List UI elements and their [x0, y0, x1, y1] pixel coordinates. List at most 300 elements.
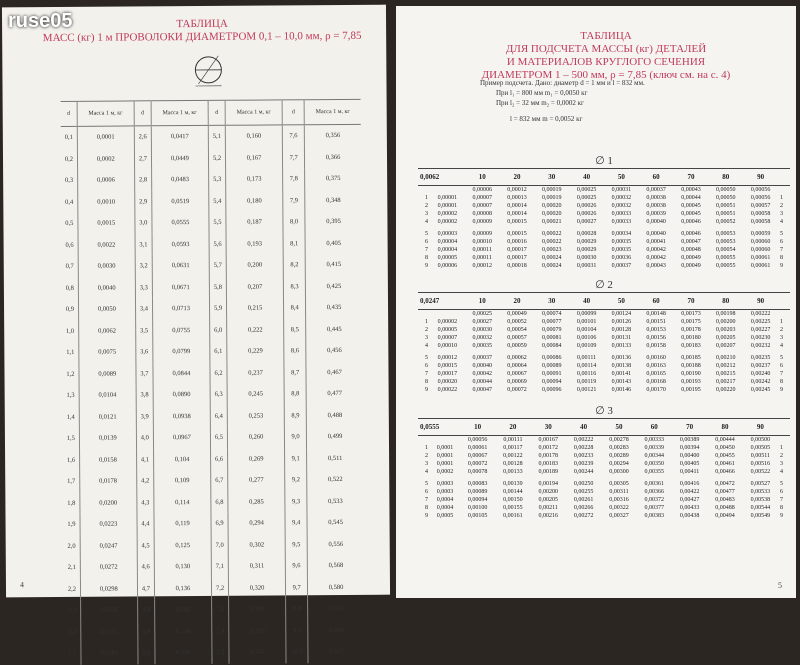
mass-cell: 0,00494: [707, 512, 742, 520]
diameter-cell: 0,6: [62, 234, 78, 256]
mass-cell: 0,00122: [495, 452, 530, 460]
mass-cell: 0,00058: [743, 218, 778, 226]
mass-cell: 0,0200: [80, 492, 137, 514]
diameter-cell: 1,0: [62, 320, 78, 342]
row-number: 3: [418, 210, 430, 218]
table-row: [418, 202, 790, 210]
diameter-symbol: ∅ 2: [418, 278, 790, 292]
diameter-cell: 5,3: [209, 169, 226, 191]
mass-cell: 0,338: [229, 620, 286, 642]
mass-cell: 0,415: [305, 254, 362, 276]
mass-cell: 0,00058: [743, 210, 778, 218]
mass-cell: 0,245: [227, 383, 284, 405]
mass-cell: 0,00020: [534, 210, 569, 218]
mass-cell: 0,00049: [500, 310, 535, 319]
mass-cell: 0,356: [304, 124, 361, 146]
length-col-header: 80: [708, 169, 743, 186]
diameter-cell: 5,5: [209, 212, 226, 234]
row-number-right: 1: [778, 194, 790, 202]
row-number: 1: [418, 318, 430, 326]
mass-cell: 0,00018: [500, 262, 535, 270]
mass-cell: 0,148: [155, 620, 212, 642]
mass-cell: 0,00026: [569, 202, 604, 210]
table-row: [64, 598, 364, 622]
mass-cell: 0,0062: [78, 320, 135, 342]
mass-cell: 0,00012: [465, 262, 500, 270]
length-col-header: 60: [637, 419, 672, 436]
mass-cell: 0,00114: [569, 362, 604, 370]
mass-cell: 0,00054: [500, 326, 535, 334]
mass-cell: 0,00032: [604, 194, 639, 202]
diameter-cell: 7,1: [211, 556, 228, 578]
mass-cell: 0,00039: [639, 210, 674, 218]
diameter-cell: 1,2: [62, 363, 78, 385]
mass-cell: 0,00261: [566, 496, 601, 504]
mass-cell: 0,00450: [707, 444, 742, 452]
mass-cell: 0,0006: [77, 169, 134, 191]
mass-cell: 0,285: [228, 491, 285, 513]
mass-cell: 0,00094: [534, 378, 569, 386]
mass-cell: 0,00361: [637, 480, 672, 488]
example-line: l = 832 мм m = 0,0052 кг: [480, 114, 645, 124]
row-number-right: 1: [778, 444, 790, 452]
mass-cell: 0,00168: [639, 378, 674, 386]
diameter-cell: 8,8: [284, 383, 306, 405]
diameter-cell: 6,4: [210, 405, 227, 427]
mass-cell: 0,00040: [639, 230, 674, 238]
diameter-cell: 3,0: [135, 212, 152, 234]
mass-cell: 0,00198: [708, 310, 743, 319]
mass-cell: 0,445: [306, 318, 363, 340]
mass-cell: 0,0003: [430, 488, 460, 496]
mass-cell: 0,0178: [79, 470, 136, 492]
mass-cell: 0,0001: [430, 460, 460, 468]
mass-cell: 0,00037: [639, 186, 674, 195]
diameter-cell: 8,5: [284, 319, 306, 341]
mass-cell: 0,173: [226, 168, 283, 190]
mass-cell: 0,00527: [743, 480, 778, 488]
mass-cell: 0,0040: [78, 277, 135, 299]
table-row: [418, 386, 790, 394]
diameter-cell: 5,1: [208, 125, 225, 147]
mass-cell: 0,0010: [78, 191, 135, 213]
mass-cell: 0,00128: [604, 326, 639, 334]
diameter-cell: 0,9: [62, 299, 78, 321]
mass-cell: 0,00461: [707, 460, 742, 468]
mass-cell: 0,00188: [674, 362, 709, 370]
mass-cell: 0,125: [154, 534, 211, 556]
diameter-cell: 3,7: [136, 363, 153, 385]
mass-cell: 0,00037: [604, 262, 639, 270]
length-col-header: 30: [534, 169, 569, 186]
mass-cell: 0,00031: [604, 186, 639, 195]
diameter-cell: 6,0: [210, 319, 227, 341]
table-row: [63, 426, 363, 450]
mass-cell: 0,00230: [743, 334, 778, 342]
diameter-cell: 8,2: [283, 254, 305, 276]
mass-cell: 0,00333: [637, 436, 672, 445]
mass-cell: 0,00074: [534, 310, 569, 319]
mass-cell: 0,00163: [639, 362, 674, 370]
mass-cell: 0,00059: [500, 342, 535, 350]
mass-cell: 0,00081: [534, 334, 569, 342]
table-row: [63, 490, 363, 514]
diameter-cell: 2,1: [64, 557, 80, 579]
mass-lookup-table: [418, 168, 790, 270]
diameter-cell: 4,5: [137, 535, 154, 557]
mass-cell: 0,0247: [80, 535, 137, 557]
mass-cell: 0,00289: [601, 452, 636, 460]
mass-cell: 0,0355: [81, 621, 138, 643]
mass-cell: 0,00003: [430, 230, 465, 238]
mass-cell: 0,260: [227, 426, 284, 448]
mass-cell: 0,00242: [743, 378, 778, 386]
diameter-cell: 3,3: [135, 277, 152, 299]
mass-cell: 0,00050: [708, 186, 743, 195]
mass-cell: 0,375: [305, 168, 362, 190]
right-page: [396, 6, 796, 598]
table-row: [418, 238, 790, 246]
diameter-cell: 7,4: [212, 620, 229, 642]
diameter-cell: 9,4: [285, 512, 307, 534]
calculation-example: [480, 78, 645, 124]
diameter-cell: 4,9: [138, 621, 155, 643]
row-number-right: 6: [778, 362, 790, 370]
mass-cell: 0,00006: [430, 262, 465, 270]
table-row: [63, 404, 363, 428]
row-number-right: 4: [778, 468, 790, 476]
diameter-cell: 10,0: [286, 641, 308, 663]
right-title-line4: ДИАМЕТРОМ 1 – 500 мм, ρ = 7,85 (ключ см. на с. 4): [426, 69, 786, 82]
table-row: [418, 512, 790, 520]
mass-cell: 0,0555: [152, 212, 209, 234]
length-col-header: 40: [569, 169, 604, 186]
col-header-diameter: d: [208, 100, 225, 125]
mass-cell: 0,311: [228, 555, 285, 577]
mass-cell: 0,00278: [601, 436, 636, 445]
mass-cell: 0,00030: [569, 254, 604, 262]
mass-cell: 0,00143: [604, 378, 639, 386]
diameter-cell: 0,2: [61, 148, 77, 170]
row-number-right: 5: [778, 480, 790, 488]
mass-cell: 0,00216: [531, 512, 566, 520]
mass-cell: 0,00030: [465, 326, 500, 334]
mass-cell: 0,00472: [707, 480, 742, 488]
table-row: [64, 576, 364, 600]
length-col-header: 30: [534, 293, 569, 310]
mass-cell: 0,00372: [637, 496, 672, 504]
diameter-cell: 7,0: [211, 534, 228, 556]
left-page: [2, 5, 390, 598]
diameter-cell: 0,4: [61, 191, 77, 213]
mass-cell: 0,00237: [743, 362, 778, 370]
diameter-cell: 3,4: [135, 298, 152, 320]
mass-cell: 0,00222: [743, 310, 778, 319]
length-col-header: 60: [639, 293, 674, 310]
diameter-cell: 2,5: [64, 643, 80, 665]
table-row: [418, 334, 790, 342]
mass-cell: 0,488: [306, 404, 363, 426]
mass-cell: 0,237: [227, 362, 284, 384]
mass-cell: 0,00078: [460, 468, 495, 476]
mass-cell: 0,00061: [743, 254, 778, 262]
diameter-cell: 5,2: [208, 147, 225, 169]
diameter-cell: 0,5: [61, 213, 77, 235]
mass-cell: 0,320: [228, 577, 285, 599]
row-number-right: 7: [778, 370, 790, 378]
mass-cell: 0,00178: [531, 452, 566, 460]
mass-cell: 0,229: [227, 340, 284, 362]
mass-cell: 0,00025: [569, 186, 604, 195]
example-line: При l₂ = 32 мм m₂ = 0,0002 кг: [480, 98, 645, 108]
mass-cell: 0,00155: [495, 504, 530, 512]
mass-cell: 0,00160: [639, 354, 674, 362]
table-row: [418, 362, 790, 370]
mass-cell: 0,00483: [707, 496, 742, 504]
mass-cell: 0,00035: [465, 342, 500, 350]
table-row: [418, 230, 790, 238]
length-col-header: 80: [708, 293, 743, 310]
mass-cell: 0,215: [227, 297, 284, 319]
mass-cell: 0,00015: [500, 218, 535, 226]
mass-cell: 0,00038: [639, 202, 674, 210]
diameter-cell: 4,7: [137, 578, 154, 600]
mass-cell: 0,00138: [604, 362, 639, 370]
mass-cell: 0,00124: [604, 310, 639, 319]
mass-cell: 0,00064: [500, 362, 535, 370]
left-title-line1: ТАБЛИЦА: [42, 17, 362, 32]
mass-cell: 0,00079: [534, 326, 569, 334]
mass-cell: 0,00027: [465, 318, 500, 326]
mass-cell: 0,00158: [639, 342, 674, 350]
mass-cell: 0,119: [154, 513, 211, 535]
table-row: [418, 194, 790, 202]
mass-cell: 0,00022: [430, 386, 465, 394]
mass-cell: 0,167: [225, 147, 282, 169]
mass-cell: 0,187: [226, 211, 283, 233]
table-row: [62, 254, 362, 278]
mass-cell: 0,00350: [637, 460, 672, 468]
mass-cell: 0,00173: [674, 310, 709, 319]
mass-cell: 0,00086: [534, 354, 569, 362]
mass-cell: 0,0483: [151, 169, 208, 191]
mass-cell: 0,0002: [77, 148, 134, 170]
diameter-section-3: [418, 404, 790, 520]
mass-cell: 0,00024: [534, 254, 569, 262]
mass-cell: 0,0001: [430, 452, 460, 460]
mass-lookup-table: [418, 292, 790, 394]
mass-cell: 0,0713: [152, 298, 209, 320]
mass-cell: 0,00009: [465, 218, 500, 226]
diameter-cell: 6,6: [211, 448, 228, 470]
mass-cell: 0,0967: [153, 427, 210, 449]
mass-cell: 0,00055: [708, 262, 743, 270]
mass-cell: 0,0326: [80, 599, 137, 621]
diameter-cell: 9,6: [285, 555, 307, 577]
mass-cell: 0,00016: [500, 238, 535, 246]
table-row: [418, 370, 790, 378]
mass-cell: 0,00091: [534, 370, 569, 378]
mass-cell: 0,00294: [601, 460, 636, 468]
col-header-mass: Масса 1 м, кг: [77, 101, 134, 126]
diameter-cell: 1,8: [63, 492, 79, 514]
table-row: [418, 504, 790, 512]
mass-cell: 0,0121: [79, 406, 136, 428]
diameter-cell: 1,5: [63, 428, 79, 450]
mass-cell: 0,0104: [79, 384, 136, 406]
mass-cell: 0,00141: [604, 370, 639, 378]
mass-cell: 0,00272: [566, 512, 601, 520]
mass-cell: 0,00106: [569, 334, 604, 342]
mass-cell: 0,00205: [708, 334, 743, 342]
length-col-header: 50: [604, 169, 639, 186]
mass-cell: 0,0003: [430, 480, 460, 488]
mass-cell: 0,00156: [639, 334, 674, 342]
mass-cell: 0,00035: [604, 246, 639, 254]
mass-cell: 0,136: [154, 577, 211, 599]
mass-cell: 0,00355: [637, 468, 672, 476]
mass-cell: 0,0519: [152, 190, 209, 212]
mass-cell: 0,00215: [708, 370, 743, 378]
mass-cell: 0,00021: [534, 218, 569, 226]
mass-cell: 0,00051: [708, 210, 743, 218]
mass-cell: 0,477: [306, 383, 363, 405]
mass-cell: 0,00111: [569, 354, 604, 362]
mass-cell: 0,00500: [743, 436, 778, 445]
row-number-right: 2: [778, 452, 790, 460]
diameter-cell: 9,8: [286, 598, 308, 620]
table-row: [418, 354, 790, 362]
row-number-right: 5: [778, 230, 790, 238]
mass-cell: 0,00089: [534, 362, 569, 370]
table-row: [62, 361, 362, 385]
right-title: [426, 30, 786, 82]
diameter-cell: 7,5: [212, 642, 229, 664]
mass-cell: 0,00185: [674, 354, 709, 362]
mass-cell: 0,00040: [465, 362, 500, 370]
example-line: При l₁ = 800 мм m₁ = 0,0050 кг: [480, 88, 645, 98]
mass-cell: 0,0223: [80, 513, 137, 535]
mass-cell: 0,00051: [708, 202, 743, 210]
table-row: [418, 318, 790, 326]
mass-cell: 0,00010: [430, 342, 465, 350]
mass-cell: 0,0001: [77, 126, 134, 148]
length-col-header: 60: [639, 169, 674, 186]
mass-cell: 0,00047: [674, 238, 709, 246]
row-number: 7: [418, 246, 430, 254]
diameter-cell: 2,7: [134, 148, 151, 170]
mass-cell: 0,00109: [569, 342, 604, 350]
mass-cell: 0,00059: [743, 230, 778, 238]
row-number-right: 6: [778, 488, 790, 496]
length-col-header: 90: [743, 169, 778, 186]
mass-cell: 0,00019: [534, 194, 569, 202]
row-number-right: 7: [778, 496, 790, 504]
diameter-cell: 0,3: [61, 170, 77, 192]
table-row: [63, 447, 363, 471]
mass-cell: 0,00538: [743, 496, 778, 504]
mass-cell: 0,00025: [569, 194, 604, 202]
mass-cell: 0,00031: [569, 262, 604, 270]
mass-cell: 0,00060: [743, 238, 778, 246]
row-number: 2: [418, 326, 430, 334]
diameter-cell: 4,3: [137, 492, 154, 514]
row-number: 6: [418, 488, 430, 496]
mass-cell: 0,00161: [495, 512, 530, 520]
row-number-right: 6: [778, 238, 790, 246]
table-row: [63, 469, 363, 493]
mass-cell: 0,00477: [707, 488, 742, 496]
mass-cell: 0,00024: [534, 262, 569, 270]
mass-cell: 0,00036: [604, 254, 639, 262]
mass-cell: 0,00488: [707, 504, 742, 512]
diameter-cell: 4,2: [137, 470, 154, 492]
left-page-number: 4: [20, 580, 24, 589]
mass-cell: 0,00210: [708, 354, 743, 362]
row-number: 6: [418, 238, 430, 246]
mass-cell: 0,00200: [708, 318, 743, 326]
col-header-diameter: d: [61, 101, 77, 126]
diameter-section-1: [418, 154, 790, 270]
mass-cell: 0,00060: [743, 246, 778, 254]
mass-cell: 0,00194: [531, 480, 566, 488]
length-col-header: 20: [500, 169, 535, 186]
row-number: 5: [418, 354, 430, 362]
mass-cell: 0,00195: [674, 386, 709, 394]
row-number: 8: [418, 378, 430, 386]
mass-cell: 0,00083: [460, 480, 495, 488]
mass-cell: 0,00100: [460, 504, 495, 512]
mass-cell: 0,207: [226, 276, 283, 298]
mass-cell: 0,00041: [639, 238, 674, 246]
row-number-right: 2: [778, 202, 790, 210]
diameter-cell: 4,4: [137, 513, 154, 535]
row-number-right: 9: [778, 262, 790, 270]
mass-cell: 0,00023: [534, 246, 569, 254]
mass-cell: 0,00067: [500, 370, 535, 378]
mass-cell: 0,0631: [152, 255, 209, 277]
mass-cell: 0,00244: [566, 468, 601, 476]
mass-cell: 0,0298: [80, 578, 137, 600]
base-mass-value: 0,0555: [418, 419, 460, 436]
mass-cell: 0,00096: [534, 386, 569, 394]
mass-cell: 0,0089: [79, 363, 136, 385]
mass-cell: 0,00077: [534, 318, 569, 326]
mass-cell: 0,00205: [531, 496, 566, 504]
mass-cell: 0,00505: [743, 444, 778, 452]
mass-cell: 0,00062: [500, 354, 535, 362]
mass-cell: 0,00033: [604, 218, 639, 226]
row-number: 6: [418, 362, 430, 370]
mass-cell: 0,00042: [465, 370, 500, 378]
mass-cell: 0,00004: [430, 246, 465, 254]
mass-cell: 0,00049: [674, 254, 709, 262]
mass-cell: 0,00004: [430, 238, 465, 246]
diameter-cell: 5,0: [138, 642, 155, 664]
row-number-right: 5: [778, 354, 790, 362]
mass-cell: 0,0158: [79, 449, 136, 471]
diameter-cell: 9,1: [285, 448, 307, 470]
mass-cell: 0,00008: [465, 210, 500, 218]
mass-cell: 0,00034: [604, 230, 639, 238]
diameter-cell: 6,7: [211, 470, 228, 492]
mass-cell: 0,00133: [495, 468, 530, 476]
row-number-right: 4: [778, 218, 790, 226]
row-number-right: 3: [778, 460, 790, 468]
mass-cell: 0,00015: [430, 362, 465, 370]
mass-cell: 0,00366: [637, 488, 672, 496]
table-row: [64, 555, 364, 579]
